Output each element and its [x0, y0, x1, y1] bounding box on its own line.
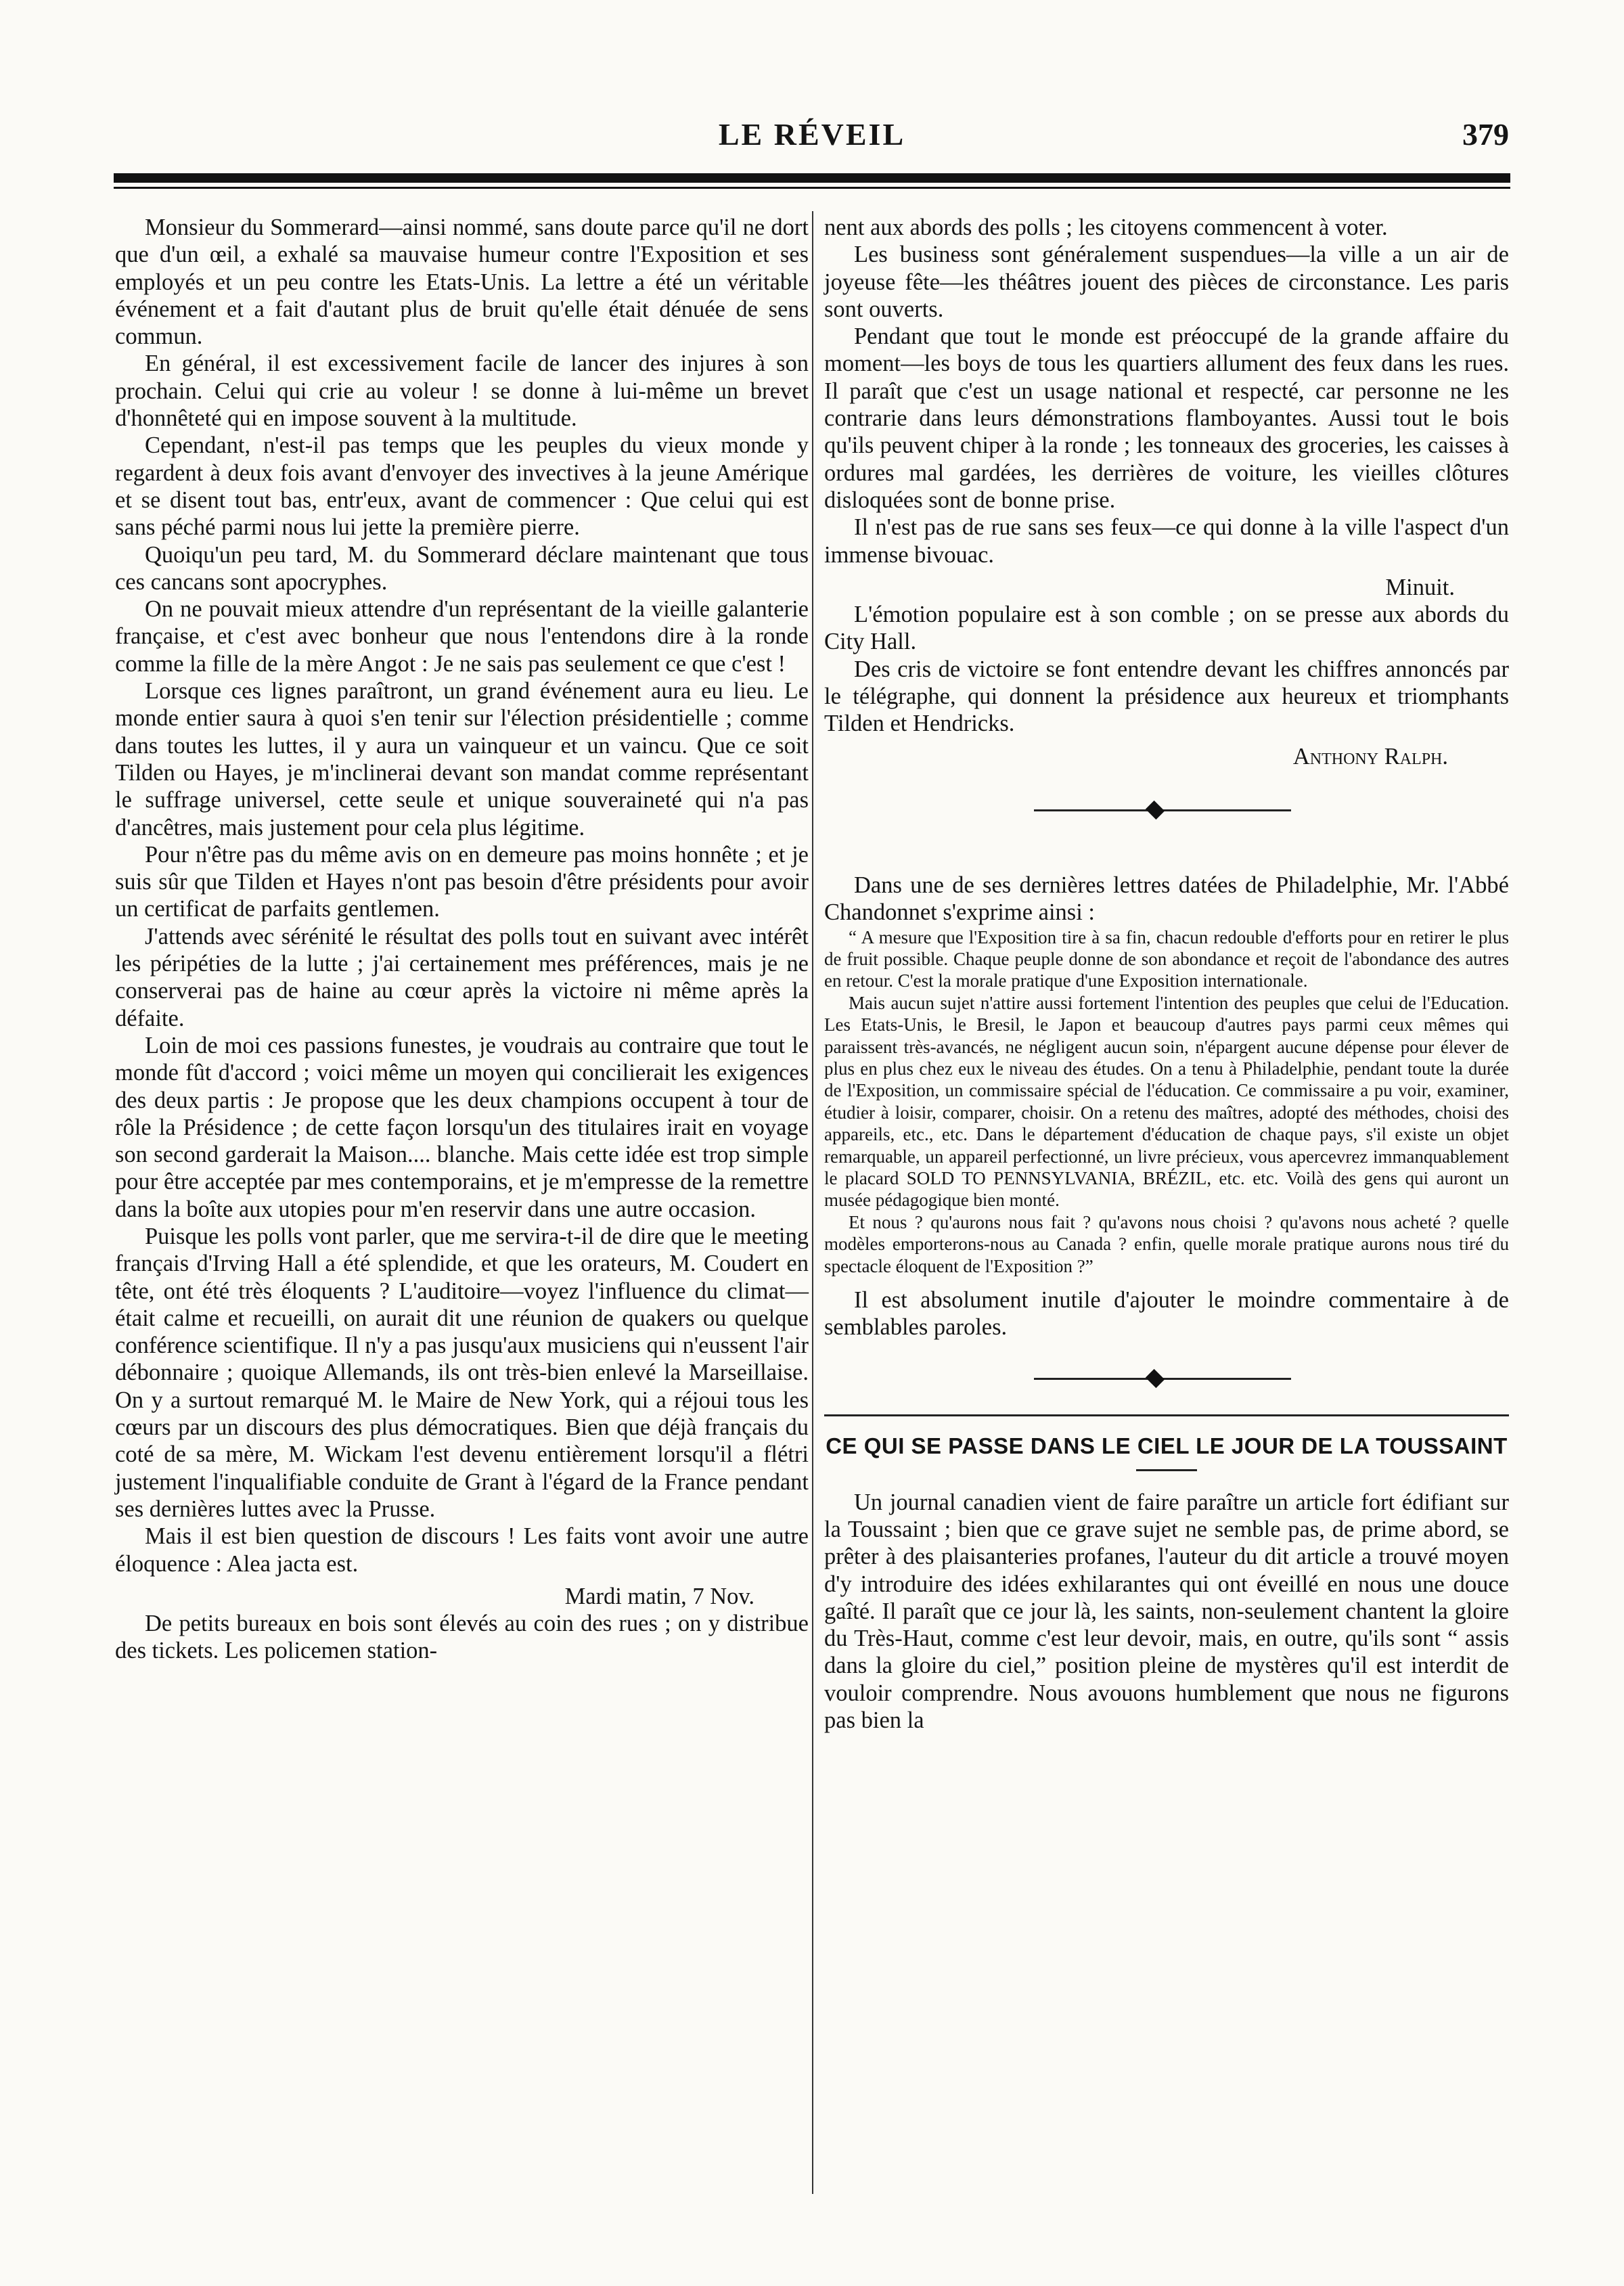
newspaper-title: LE RÉVEIL: [718, 117, 906, 152]
paragraph: De petits bureaux en bois sont élevés au coin des rues ; on y distribue des tickets. Les policemen station-: [115, 1611, 809, 1664]
paragraph: Un journal canadien vient de faire paraître un article fort édifiant sur la Toussaint ; bien que ce grave sujet ne semble pas, de prime abord, se prêter à des plaisanteries profanes, l'auteur du dit article a trouvé moyen d'y introduire des idées exhilarantes qui ont éveillé en nous une douce gaîté. Il paraît que ce jour là, les saints, non-seulement chantent la gloire du Très-Haut, comme c'est leur devoir, mais, en outre, qu'ils sont “ assis dans la gloire du ciel,” position pleine de mystères qu'il est interdit de vouloir comprendre. Nous avouons humblement que nous ne figurons pas bien la: [824, 1489, 1509, 1733]
ornament-diamond-icon: [1146, 1368, 1165, 1387]
section-ornament: [824, 790, 1509, 831]
right-column: [824, 214, 1509, 1734]
paragraph: Des cris de victoire se font entendre devant les chiffres annoncés par le télégraphe, qui donnent la présidence aux heureux et triomphants Tilden et Hendricks.: [824, 656, 1509, 737]
paragraph: Mais il est bien question de discours ! Les faits vont avoir une autre éloquence : Alea jacta est.: [115, 1523, 809, 1577]
quote-paragraph: Et nous ? qu'aurons nous fait ? qu'avons nous choisi ? qu'avons nous acheté ? quelle modèles emporterons-nous au Canada ? enfin, quelle morale pratique aurons nous tiré du spectacle éloquent de l'Exposition ?”: [824, 1211, 1509, 1276]
quoted-letter: [824, 926, 1509, 1278]
dateline: Mardi matin, 7 Nov.: [564, 1583, 754, 1609]
paragraph: L'émotion populaire est à son comble ; on se presse aux abords du City Hall.: [824, 602, 1509, 655]
dateline: Minuit.: [1385, 574, 1455, 600]
paragraph: Il n'est pas de rue sans ses feux—ce qui donne à la ville l'aspect d'un immense bivouac.: [824, 514, 1509, 568]
heading-short-rule: [1136, 1469, 1197, 1471]
paragraph: Quoiqu'un peu tard, M. du Sommerard déclare maintenant que tous ces cancans sont apocryphes.: [115, 541, 809, 595]
page-header: [115, 116, 1509, 157]
ornament-diamond-icon: [1146, 801, 1165, 820]
paragraph: Il est absolument inutile d'ajouter le moindre commentaire à de semblables paroles.: [824, 1287, 1509, 1341]
page-number: 379: [1462, 117, 1509, 152]
left-column: [115, 214, 809, 1665]
section-ornament: [824, 1359, 1509, 1399]
paragraph: Loin de moi ces passions funestes, je voudrais au contraire que tout le monde fût d'accord ; voici même un moyen qui concilierait les exigences des deux partis : Je propose que les deux champions occupent à tour de rôle la Présidence ; de cette façon lorsqu'un des titulaires irait en voyage son second garderait la Maison.... blanche. Mais cette idée est trop simple pour être acceptée par mes contemporains, et je m'empresse de la remettre dans la boîte aux utopies pour m'en reservir dans une autre occasion.: [115, 1032, 809, 1222]
paragraph: Pour n'être pas du même avis on en demeure pas moins honnête ; et je suis sûr que Tilden et Hayes n'ont pas besoin d'être présidents pour avoir un certificat de parfaits gentlemen.: [115, 841, 809, 922]
paragraph: Dans une de ses dernières lettres datées de Philadelphie, Mr. l'Abbé Chandonnet s'exprime ainsi :: [824, 872, 1509, 926]
paragraph: Cependant, n'est-il pas temps que les peuples du vieux monde y regardent à deux fois avant d'envoyer des invectives à la jeune Amérique et se disent tout bas, entr'eux, avant de commencer : Que celui qui est sans péché parmi nous lui jette la première pierre.: [115, 432, 809, 541]
paragraph: On ne pouvait mieux attendre d'un représentant de la vieille galanterie française, et c'est avec bonheur que nous l'entendons dire à la ronde comme la fille de la mère Angot : Je ne sais pas seulement ce que c'est !: [115, 596, 809, 677]
column-divider: [812, 211, 813, 2194]
quote-paragraph: Mais aucun sujet n'attire aussi fortement l'intention des peuples que celui de l'Education. Les Etats-Unis, le Bresil, le Japon et beaucoup d'autres pays parmi ceux mêmes qui paraissent très-avancés, ne négligent aucun soin, n'épargent aucune dépense pour élever de plus en plus chez eux le niveau des études. On a tenu à Philadelphie, pendant toute la durée de l'Exposition, un commissaire spécial de l'éducation. Ce commissaire a pu voir, examiner, étudier à loisir, comparer, choisir. On a retenu des maîtres, adopté des méthodes, choisi des appareils, etc., etc. Dans le département d'éducation de chaque pays, s'il existe un objet remarquable, un appareil perfectionné, un livre précieux, vous apercevrez immanquablement le placard SOLD TO PENNSYLVANIA, BRÉZIL, etc. etc. Voilà des gens qui auront un musée pédagogique bien monté.: [824, 992, 1509, 1211]
paragraph: Pendant que tout le monde est préoccupé de la grande affaire du moment—les boys de tous les quartiers allument des feux dans les rues. Il paraît que c'est un usage national et respecté, car personne ne les contrarie dans leurs démonstrations flamboyantes. Aussi tout le bois qu'ils peuvent chiper à la ronde ; les tonneaux des groceries, les caisses à ordures mal gardées, les derrières de voiture, les vieilles clôtures disloquées sont de bonne prise.: [824, 323, 1509, 513]
paragraph: Lorsque ces lignes paraîtront, un grand événement aura eu lieu. Le monde entier saura à quoi s'en tenir sur l'élection présidentielle ; comme dans toutes les luttes, il y aura un vainqueur et un vaincu. Que ce soit Tilden ou Hayes, je m'inclinerai devant son mandat comme représentant le suffrage universel, cette seule et unique souveraineté qui n'a pas d'ancêtres, mais justement pour cela plus légitime.: [115, 678, 809, 841]
paragraph: En général, il est excessivement facile de lancer des injures à son prochain. Celui qui crie au voleur ! se donne à lui-même un brevet d'honnêteté qui en impose souvent à la multitude.: [115, 351, 809, 432]
paragraph: Puisque les polls vont parler, que me servira-t-il de dire que le meeting français d'Irving Hall a été splendide, et que les orateurs, M. Coudert en tête, ont été très éloquents ? L'auditoire—voyez l'influence du climat—était calme et recueilli, on aurait dit une réunion de quakers ou quelque conférence scientifique. Il n'y a pas jusqu'aux musiciens qui n'eussent l'air débonnaire ; quoique Allemands, ils ont très-bien enlevé la Marseillaise. On y a surtout remarqué M. le Maire de New York, qui a réjoui tous les cœurs par un discours des plus démocratiques. Bien que déjà français du coté de sa mère, M. Wickam l'est devenu entièrement lorsqu'il a flétri justement l'inqualifiable conduite de Grant à l'égard de la France pendant ses dernières luttes avec la Prusse.: [115, 1223, 809, 1522]
paragraph: nent aux abords des polls ; les citoyens commencent à voter.: [824, 215, 1388, 240]
section-rule: [824, 1414, 1509, 1416]
header-rule-thin: [114, 187, 1510, 189]
quote-paragraph: “ A mesure que l'Exposition tire à sa fin, chacun redouble d'efforts pour en retirer le plus de fruit possible. Chaque peuple donne de son abondance et reçoit de l'abondance des autres en retour. C'est la morale pratique d'une Exposition internationale.: [824, 926, 1509, 991]
signature: Anthony Ralph.: [1292, 743, 1448, 769]
paragraph: J'attends avec sérénité le résultat des polls tout en suivant avec intérêt les péripéties de la lutte ; j'ai certainement mes préférences, mais je ne conserverai pas de haine au cœur après la victoire ni même après la défaite.: [115, 923, 809, 1031]
section-heading: CE QUI SE PASSE DANS LE CIEL LE JOUR DE LA TOUSSAINT: [826, 1433, 1508, 1458]
paragraph: Monsieur du Sommerard—ainsi nommé, sans doute parce qu'il ne dort que d'un œil, a exhalé sa mauvaise humeur contre l'Exposition et ses employés et un peu contre les Etats-Unis. La lettre a été un véritable événement et a fait d'autant plus de bruit qu'elle était dénuée de sens commun.: [115, 215, 809, 350]
header-rule-thick: [114, 173, 1510, 183]
paragraph: Les business sont généralement suspendues—la ville a un air de joyeuse fête—les théâtres jouent des pièces de circonstance. Les paris sont ouverts.: [824, 242, 1509, 322]
